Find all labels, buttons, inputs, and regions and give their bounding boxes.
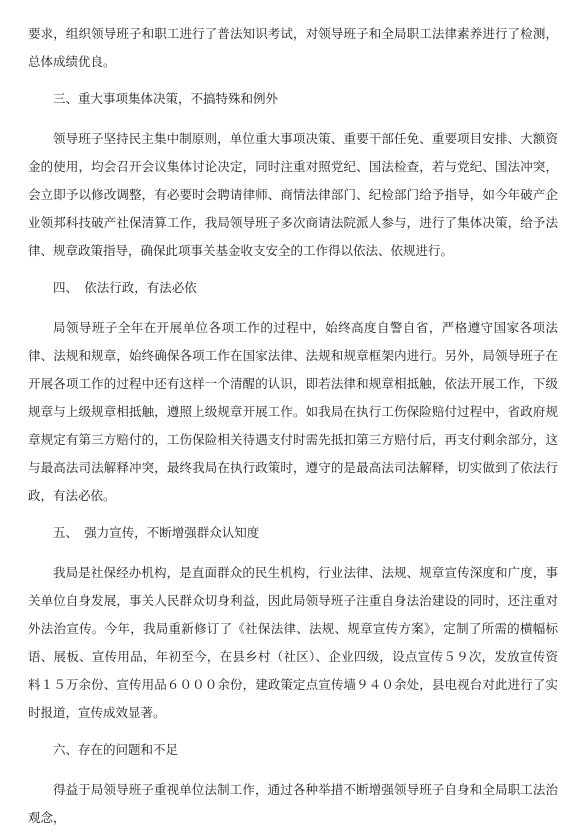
section-heading-4: 四、 依法行政，有法必依 xyxy=(53,280,197,295)
section-paragraph-5: 我局是社保经办机构，是直面群众的民生机构，行业法律、法规、规章宣传深度和广度，事关单位自身发展，事关人民群众切身利益，因此局领导班子注重自身法治建设的同时，还注重对外法治宣传。今年，我局重新修订了《社保法律、法规、规章宣传方案》，定制了所需的横幅标语、展板、宣传用品，年初至今，在县乡村（社区）、企业四级，设点宣传５９次，发放宣传资料１５万余份、宣传用品６０００余份，建政策定点宣传墙９４０余处，县电视台对此进行了实时报道，宣传成效显著。 xyxy=(28,565,558,720)
section-heading-5: 五、 强力宣传，不断增强群众认知度 xyxy=(53,525,260,540)
section-heading-3: 三、重大事项集体决策，不搞特殊和例外 xyxy=(53,91,279,106)
section-paragraph-6: 得益于局领导班子重视单位法制工作，通过各种举措不断增强领导班子自身和全局职工法治观念， xyxy=(28,782,558,825)
section-paragraph-3: 领导班子坚持民主集中制原则，单位重大事项决策、重要干部任免、重要项目安排、大额资金的使用，均会召开会议集体讨论决定，同时注重对照党纪、国法检查，若与党纪、国法冲突，会立即予以修改调整，有必要时会聘请律师、商情法律部门、纪检部门给予指导，如今年破产企业领邦科技破产社保清算工作，我局领导班子多次商请法院派人参与，进行了集体决策，给予法律、规章政策指导，确保此项事关基金收支安全的工作得以依法、依规进行。 xyxy=(28,131,558,258)
section-paragraph-4: 局领导班子全年在开展单位各项工作的过程中，始终高度自警自省，严格遵守国家各项法律、法规和规章，始终确保各项工作在国家法律、法规和规章框架内进行。另外，局领导班子在开展各项工作的过程中还有这样一个清醒的认识，即若法律和规章相抵触，依法开展工作，下级规章与上级规章相抵触，遵照上级规章开展工作。如我局在执行工伤保险赔付过程中，省政府规章规定有第三方赔付的，工伤保险相关待遇支付时需先抵扣第三方赔付后，再支付剩余部分，这与最高法司法解释冲突，最终我局在执行政策时，遵守的是最高法司法解释，切实做到了依法行政，有法必依。 xyxy=(28,320,558,503)
section-heading-6: 六、存在的问题和不足 xyxy=(53,742,179,757)
intro-paragraph: 要求，组织领导班子和职工进行了普法知识考试，对领导班子和全局职工法律素养进行了检测，总体成绩优良。 xyxy=(28,26,558,69)
